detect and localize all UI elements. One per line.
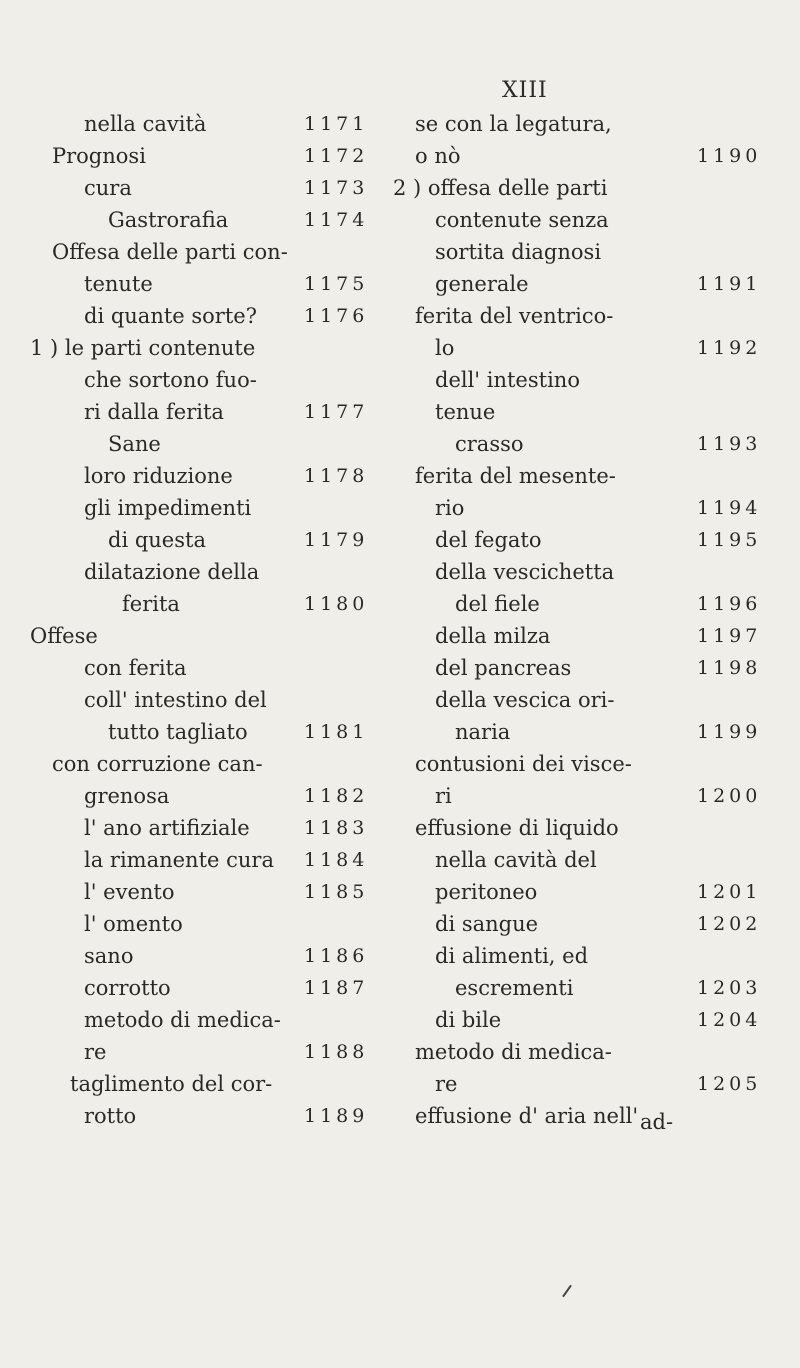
index-entry [30, 620, 382, 652]
entry-text: dell' intestino [435, 368, 580, 392]
entry-text: generale [435, 272, 529, 296]
index-entry [52, 1100, 382, 1132]
index-entry [415, 684, 775, 716]
entry-text: ri dalla ferita [84, 400, 224, 424]
index-entry [415, 524, 775, 556]
entry-text: loro riduzione [84, 464, 233, 488]
entry-text: della milza [435, 624, 551, 648]
entry-text: se con la legatura, [415, 112, 612, 136]
catchword: ad- [640, 1110, 674, 1134]
entry-text: ferita del ventrico- [415, 304, 614, 328]
entry-text: contusioni dei visce- [415, 752, 632, 776]
entry-number: 1194 [697, 497, 762, 519]
entry-number: 1191 [697, 273, 762, 295]
entry-text: tutto tagliato [108, 720, 248, 744]
entry-text: del pancreas [435, 656, 572, 680]
entry-text: del fiele [455, 592, 540, 616]
entry-number: 1174 [304, 209, 369, 231]
index-entry [415, 1100, 775, 1132]
entry-number: 1184 [304, 849, 369, 871]
index-entry [52, 108, 382, 140]
entry-number: 1190 [697, 145, 762, 167]
entry-number: 1201 [697, 881, 762, 903]
index-entry [52, 780, 382, 812]
entry-number: 1189 [304, 1105, 369, 1127]
index-entry [30, 332, 382, 364]
index-entry [52, 588, 382, 620]
entry-number: 1202 [697, 913, 762, 935]
entry-text: l' ano artifiziale [84, 816, 250, 840]
index-entry [52, 972, 382, 1004]
entry-text: metodo di medica- [84, 1008, 281, 1032]
entry-text: di bile [435, 1008, 502, 1032]
index-entry [52, 140, 382, 172]
pen-mark [562, 1285, 572, 1298]
index-entry [52, 1068, 382, 1100]
entry-text: taglimento del cor- [70, 1072, 273, 1096]
entry-text: escrementi [455, 976, 574, 1000]
index-entry [393, 172, 775, 204]
entry-text: di sangue [435, 912, 539, 936]
index-entry [52, 364, 382, 396]
entry-number: 1195 [697, 529, 762, 551]
index-entry [415, 876, 775, 908]
entry-text: Prognosi [52, 144, 146, 168]
index-entry [52, 876, 382, 908]
index-entry [415, 908, 775, 940]
index-entry [52, 684, 382, 716]
index-entry [415, 428, 775, 460]
index-entry [415, 460, 775, 492]
entry-text: di quante sorte? [84, 304, 257, 328]
index-entry [52, 204, 382, 236]
index-entry [415, 748, 775, 780]
index-entry [415, 396, 775, 428]
index-entry [52, 908, 382, 940]
entry-text: l' evento [84, 880, 175, 904]
index-entry [415, 492, 775, 524]
index-entry [415, 556, 775, 588]
entry-text: sano [84, 944, 134, 968]
entry-text: rio [435, 496, 465, 520]
index-entry [52, 940, 382, 972]
entry-number: 1177 [304, 401, 369, 423]
entry-text: lo [435, 336, 455, 360]
index-entry [52, 172, 382, 204]
index-entry [415, 268, 775, 300]
entry-text: metodo di medica- [415, 1040, 612, 1064]
index-entry [415, 620, 775, 652]
entry-text: effusione di liquido [415, 816, 619, 840]
index-entry [52, 268, 382, 300]
entry-text: Offese [30, 624, 98, 648]
entry-text: cura [84, 176, 132, 200]
entry-number: 1178 [304, 465, 369, 487]
entry-text: tenute [84, 272, 153, 296]
index-entry [415, 364, 775, 396]
index-entry [415, 1068, 775, 1100]
entry-text: con ferita [84, 656, 187, 680]
index-entry [415, 236, 775, 268]
entry-text: naria [455, 720, 511, 744]
index-entry [52, 844, 382, 876]
entry-text: gli impedimenti [84, 496, 252, 520]
entry-text: effusione d' aria nell' [415, 1104, 639, 1128]
index-entry [415, 332, 775, 364]
entry-number: 1188 [304, 1041, 369, 1063]
entry-number: 1200 [697, 785, 762, 807]
entry-text: corrotto [84, 976, 171, 1000]
entry-text: sortita diagnosi [435, 240, 602, 264]
index-entry [415, 204, 775, 236]
entry-number: 1192 [697, 337, 762, 359]
index-entry [52, 396, 382, 428]
entry-text: tenue [435, 400, 496, 424]
entry-text: ferita del mesente- [415, 464, 616, 488]
index-entry [52, 716, 382, 748]
entry-number: 1185 [304, 881, 369, 903]
entry-text: coll' intestino del [84, 688, 267, 712]
entry-number: 1181 [304, 721, 369, 743]
entry-number: 1173 [304, 177, 369, 199]
entry-number: 1204 [697, 1009, 762, 1031]
entry-text: Sane [108, 432, 161, 456]
entry-text: 2 ) offesa delle parti [393, 176, 608, 200]
entry-number: 1183 [304, 817, 369, 839]
entry-number: 1176 [304, 305, 369, 327]
index-entry [415, 716, 775, 748]
index-entry [415, 108, 775, 140]
entry-number: 1187 [304, 977, 369, 999]
entry-number: 1193 [697, 433, 762, 455]
entry-text: con corruzione can- [52, 752, 263, 776]
index-entry [415, 1036, 775, 1068]
index-entry [52, 812, 382, 844]
entry-text: grenosa [84, 784, 170, 808]
entry-number: 1179 [304, 529, 369, 551]
entry-text: peritoneo [435, 880, 538, 904]
index-entry [415, 812, 775, 844]
entry-text: della vescica ori- [435, 688, 615, 712]
entry-text: che sortono fuo- [84, 368, 257, 392]
entry-number: 1175 [304, 273, 369, 295]
entry-number: 1203 [697, 977, 762, 999]
entry-text: re [435, 1072, 458, 1096]
entry-number: 1171 [304, 113, 369, 135]
entry-text: del fegato [435, 528, 542, 552]
index-entry [52, 428, 382, 460]
index-entry [52, 652, 382, 684]
entry-text: Offesa delle parti con- [52, 240, 288, 264]
index-entry [415, 780, 775, 812]
entry-text: rotto [84, 1104, 137, 1128]
entry-text: dilatazione della [84, 560, 260, 584]
entry-text: re [84, 1040, 107, 1064]
entry-text: della vescichetta [435, 560, 615, 584]
page-number: XIII [502, 78, 548, 103]
entry-number: 1205 [697, 1073, 762, 1095]
entry-number: 1197 [697, 625, 762, 647]
entry-text: ferita [122, 592, 180, 616]
left-index-column [30, 108, 382, 1132]
entry-text: nella cavità del [435, 848, 597, 872]
entry-number: 1199 [697, 721, 762, 743]
entry-text: nella cavità [84, 112, 207, 136]
entry-text: la rimanente cura [84, 848, 274, 872]
entry-text: di alimenti, ed [435, 944, 589, 968]
index-entry [52, 492, 382, 524]
entry-text: 1 ) le parti contenute [30, 336, 256, 360]
index-entry [52, 300, 382, 332]
entry-text: Gastrorafia [108, 208, 229, 232]
index-entry [52, 748, 382, 780]
index-entry [52, 524, 382, 556]
entry-text: ri [435, 784, 452, 808]
entry-number: 1180 [304, 593, 369, 615]
entry-text: di questa [108, 528, 206, 552]
entry-number: 1186 [304, 945, 369, 967]
entry-text: l' omento [84, 912, 183, 936]
index-entry [52, 460, 382, 492]
entry-number: 1182 [304, 785, 369, 807]
index-entry [52, 556, 382, 588]
index-entry [415, 300, 775, 332]
entry-text: o nò [415, 144, 461, 168]
entry-number: 1198 [697, 657, 762, 679]
index-entry [415, 972, 775, 1004]
index-entry [52, 236, 382, 268]
entry-text: crasso [455, 432, 524, 456]
right-index-column [393, 108, 775, 1132]
index-entry [52, 1036, 382, 1068]
index-entry [415, 588, 775, 620]
index-entry [52, 1004, 382, 1036]
index-entry [415, 1004, 775, 1036]
index-entry [415, 940, 775, 972]
entry-number: 1196 [697, 593, 762, 615]
entry-number: 1172 [304, 145, 369, 167]
index-entry [415, 140, 775, 172]
index-entry [415, 652, 775, 684]
entry-text: contenute senza [435, 208, 609, 232]
index-entry [415, 844, 775, 876]
